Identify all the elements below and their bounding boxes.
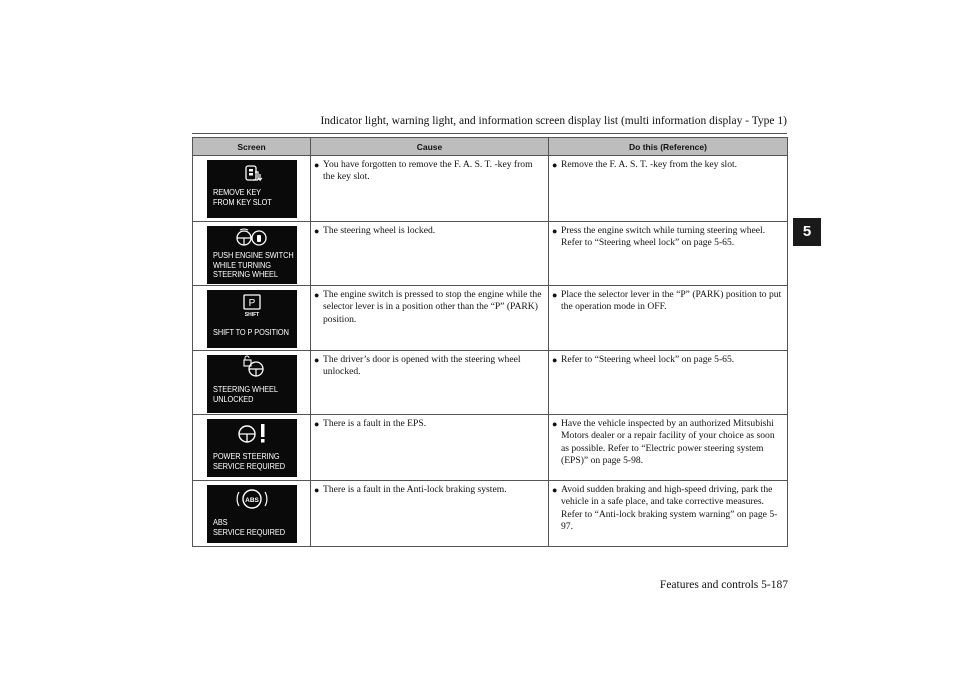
list-item [549, 156, 787, 171]
list-item [549, 286, 787, 314]
cause-cell [311, 156, 549, 222]
action-cell [549, 222, 788, 286]
display-screen [207, 419, 297, 477]
table-row [193, 156, 788, 222]
bullet-icon: ● [314, 419, 320, 429]
table-row [193, 481, 788, 547]
list-item [549, 351, 787, 366]
display-text: POWER STEERING SERVICE REQUIRED [213, 451, 286, 471]
cause-text: The driver’s door is opened with the steering wheel unlocked. [323, 354, 521, 378]
display-text: STEERING WHEEL UNLOCKED [213, 384, 278, 404]
bullet-icon: ● [552, 419, 558, 429]
display-screen [207, 290, 297, 348]
display-screen [207, 485, 297, 543]
cause-text: The steering wheel is locked. [323, 225, 436, 236]
screen-cell [193, 415, 311, 481]
column-header-cause: Cause [311, 138, 549, 156]
bullet-icon: ● [552, 226, 558, 236]
list-item [549, 222, 787, 250]
screen-cell [193, 156, 311, 222]
list-item [549, 481, 787, 534]
column-header-action: Do this (Reference) [549, 138, 788, 156]
screen-cell [193, 481, 311, 547]
bullet-icon: ● [314, 226, 320, 236]
p-letter: P [248, 298, 256, 309]
cause-text: There is a fault in the EPS. [323, 418, 427, 429]
display-screen [207, 226, 297, 284]
screen-cell [193, 222, 311, 286]
cause-cell [311, 481, 549, 547]
cause-cell [311, 286, 549, 351]
action-cell [549, 351, 788, 415]
list-item [311, 156, 548, 184]
cause-text: You have forgotten to remove the F. A. S. T. -key from the key slot. [323, 159, 533, 183]
action-cell [549, 415, 788, 481]
bullet-icon: ● [552, 355, 558, 365]
list-item [311, 415, 548, 430]
cause-text: There is a fault in the Anti-lock braking system. [323, 484, 507, 495]
table-header-row [193, 138, 788, 156]
screen-cell [193, 286, 311, 351]
cause-cell [311, 222, 549, 286]
column-header-screen: Screen [193, 138, 311, 156]
shift-label: SHIFT [244, 312, 260, 318]
list-item [311, 351, 548, 379]
bullet-icon: ● [552, 485, 558, 495]
display-screen [207, 160, 297, 218]
cause-cell [311, 415, 549, 481]
action-cell [549, 481, 788, 547]
display-text: ABS SERVICE REQUIRED [213, 517, 286, 537]
display-text: PUSH ENGINE SWITCH WHILE TURNING STEERING WHEEL [213, 250, 294, 279]
cause-cell [311, 351, 549, 415]
list-item [311, 286, 548, 326]
action-cell [549, 286, 788, 351]
screen-cell [193, 351, 311, 415]
abs-label: ABS [245, 497, 259, 504]
list-item [311, 481, 548, 496]
indicator-table [192, 137, 788, 547]
page-footer: Features and controls 5-187 [659, 579, 788, 591]
action-text: Place the selector lever in the “P” (PARK) position to put the operation mode in OFF. [561, 289, 782, 313]
header-divider [192, 133, 787, 134]
chapter-tab[interactable]: 5 [793, 218, 821, 246]
list-item [311, 222, 548, 237]
bullet-icon: ● [314, 485, 320, 495]
action-text: Refer to “Steering wheel lock” on page 5-65. [561, 354, 735, 365]
bullet-icon: ● [314, 160, 320, 170]
bullet-icon: ● [314, 290, 320, 300]
shift-p-icon [207, 290, 297, 348]
bullet-icon: ● [552, 160, 558, 170]
display-screen [207, 355, 297, 413]
action-text: Remove the F. A. S. T. -key from the key slot. [561, 159, 738, 170]
action-text: Press the engine switch while turning steering wheel. Refer to “Steering wheel lock” on page 5-65. [561, 225, 766, 249]
bullet-icon: ● [314, 355, 320, 365]
action-cell [549, 156, 788, 222]
action-text: Avoid sudden braking and high-speed driving, park the vehicle in a safe place, and take corrective measures. Refer to “Anti-lock braking system warning” on page 5-97. [561, 484, 778, 533]
list-item [549, 415, 787, 468]
table-row [193, 286, 788, 351]
table-row [193, 415, 788, 481]
page-header-title: Indicator light, warning light, and information screen display list (multi information display - Type 1) [320, 115, 787, 127]
bullet-icon: ● [552, 290, 558, 300]
display-text: SHIFT TO P POSITION [213, 327, 289, 337]
display-text: REMOVE KEY FROM KEY SLOT [213, 187, 272, 207]
table-row [193, 351, 788, 415]
action-text: Have the vehicle inspected by an authorized Mitsubishi Motors dealer or a repair facility of your choice as soon as possible. Refer to “Electric power steering system (EPS)” on page 5-98. [561, 418, 775, 467]
cause-text: The engine switch is pressed to stop the engine while the selector lever is in a position other than the “P” (PARK) position. [323, 289, 542, 325]
table-row [193, 222, 788, 286]
